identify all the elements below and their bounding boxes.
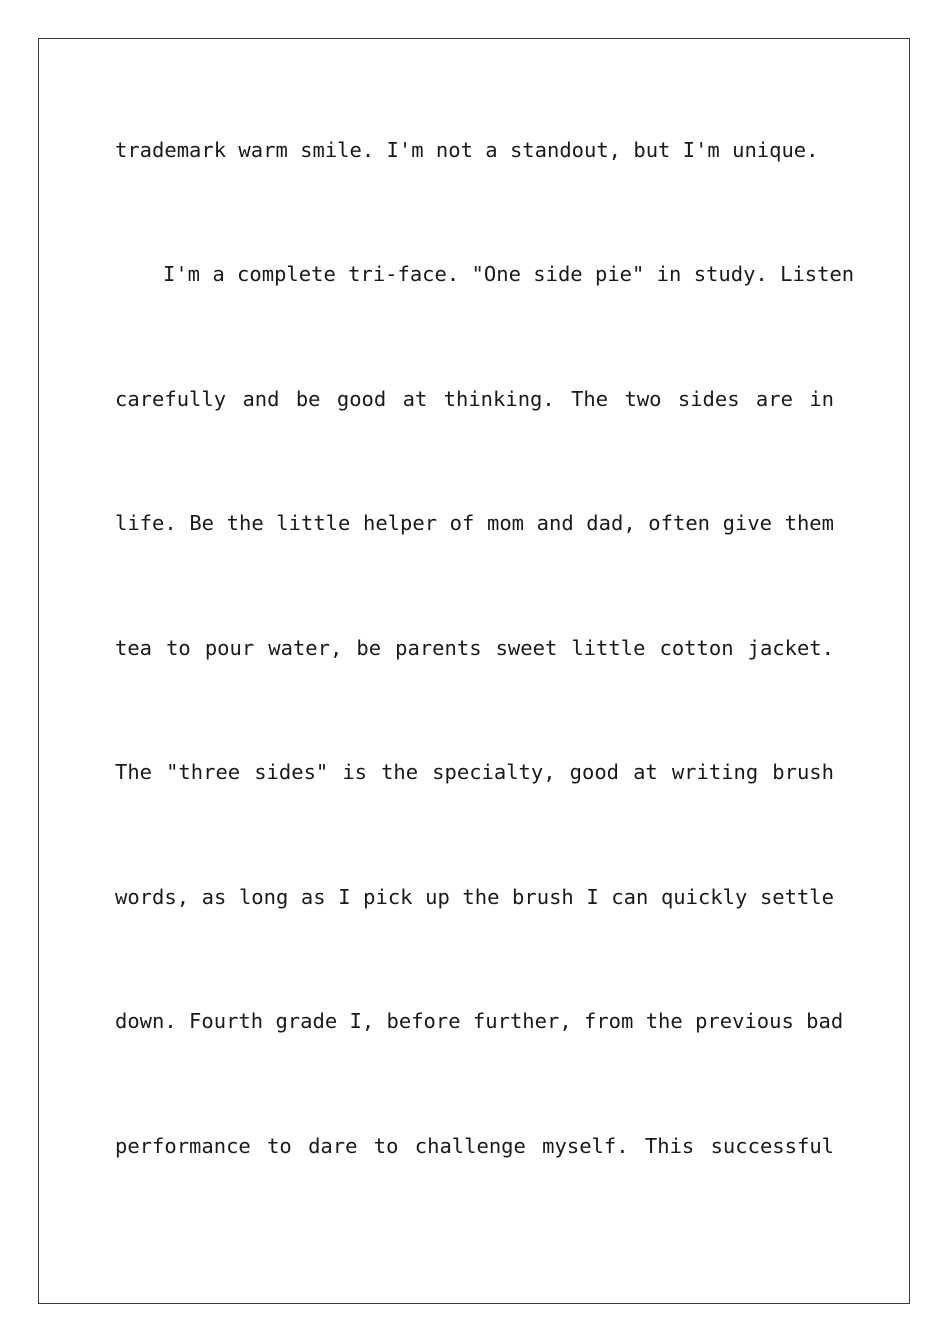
text-line-2: I'm a complete tri-face. "One side pie" in study. Listen	[163, 262, 855, 286]
text-line-1: trademark warm smile. I'm not a standout, but I'm unique.	[115, 138, 819, 162]
text-line-4: life. Be the little helper of mom and dad, often give them	[115, 511, 834, 535]
text-line-8: down. Fourth grade I, before further, from the previous bad	[115, 1009, 844, 1033]
text-line-7: words, as long as I pick up the brush I can quickly settle	[115, 885, 834, 909]
text-line-6: The "three sides" is the specialty, good at writing brush	[115, 760, 834, 784]
page-border	[38, 38, 910, 1304]
text-line-3: carefully and be good at thinking. The two sides are in	[115, 387, 834, 411]
text-line-5: tea to pour water, be parents sweet little cotton jacket.	[115, 636, 834, 660]
text-line-9: performance to dare to challenge myself. This successful	[115, 1134, 834, 1158]
